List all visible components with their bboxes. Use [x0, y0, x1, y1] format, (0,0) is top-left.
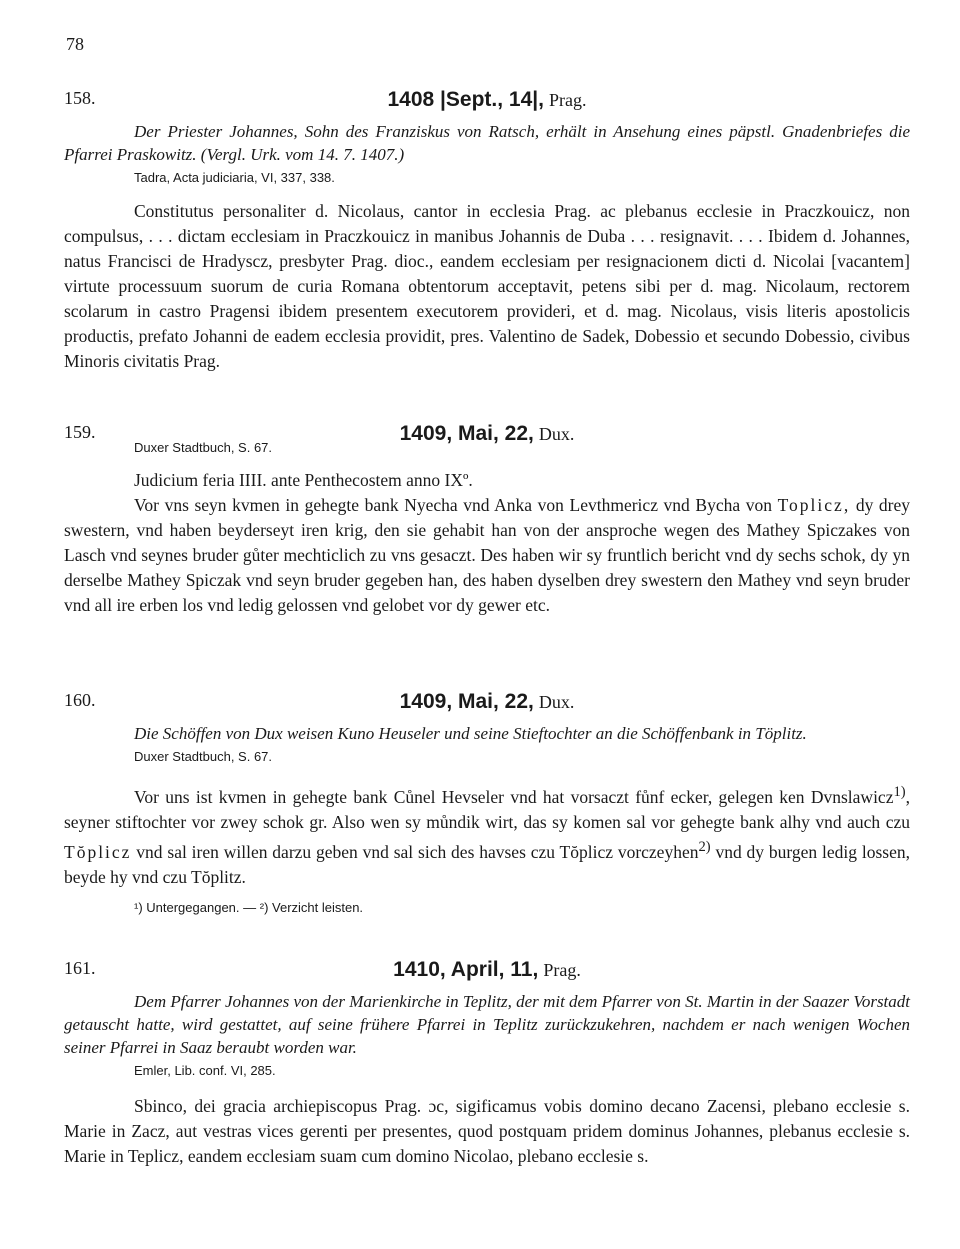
entry-heading [64, 958, 910, 982]
entry-source: Emler, Lib. conf. VI, 285. [134, 1063, 276, 1078]
entry-text: Sbinco, dei gracia archiepiscopus Prag. ɔc, sigificamus vobis domino decano Zacensi, plebano ecclesie s. Marie in Zacz, aut vestras vices gerenti per presentes, quod postquam pridem dominus Johannes, plebanus ecclesie s. Marie in Teplicz, eandem ecclesiam suam cum domino Nicolao, plebano ecclesie s. [64, 1096, 910, 1166]
text-segment: Vor vns seyn kvmen in gehegte bank Nyecha vnd Anka von Levthmericz vnd Bycha von [134, 495, 772, 515]
entry-heading [64, 690, 910, 714]
entry-source: Duxer Stadtbuch, S. 67. [134, 440, 273, 455]
entry-159 [64, 422, 910, 618]
text-segment: Vor uns ist kvmen in gehegte bank Cůnel Hevseler vnd hat vorsaczt fůnf ecker, gelegen ken Dvnslawicz [134, 786, 894, 807]
entry-place: Dux. [538, 424, 575, 444]
entry-number: 161. [64, 958, 96, 978]
entry-number: 158. [64, 88, 96, 108]
entry-number: 159. [64, 422, 96, 442]
entry-summary: Dem Pfarrer Johannes von der Marienkirche in Teplitz, der mit dem Pfarrer von St. Martin in der Saazer Vorstadt getauscht hatte, wird gestattet, auf seine frühere Pfarrei in Teplitz zurückzukehren, nachdem er nach wenigen Wochen seiner Pfarrei in Saaz beraubt worden war. [64, 992, 910, 1057]
entry-date: 1409, Mai, 22, [399, 690, 534, 713]
entry-160 [64, 690, 910, 915]
footnotes: ¹) Untergegangen. — ²) Verzicht leisten. [134, 899, 364, 915]
entry-number: 160. [64, 690, 96, 710]
entry-heading [64, 88, 910, 112]
entry-place: Prag. [549, 90, 587, 110]
text-segment: dy drey swestern, vnd haben beyderseyt iren krig, den sie gehabit han von der ansproche wegen des Mathey Spiczakes von Lasch vnd seynes bruder gůter mechticlich zu vns gesaczt. Des haben wir sy fruntlich bericht vnd dy sechs schok, dy yn derselbe Mathey Spiczak vnd seyn bruder gegeben han, des haben dyselben drey swestern den Mathey vnd seyn bruder vnd all ire erben los vnd ledig gelossen vnd gelobet vor dy gewer etc. [64, 495, 911, 615]
place-name-spaced: Toplicz, [777, 495, 851, 515]
entry-text: Constitutus personaliter d. Nicolaus, cantor in ecclesia Prag. ac plebanus ecclesie in Praczkouicz, non compulsus, . . . dictam ecclesiam in Praczkouicz in manibus Johannis de Duba . . . resignavit. . . . Ibidem d. Johannes, natus Francisci de Hradyscz, presbyter Prag. dioc., eandem ecclesiam per resignacionem dicti d. Nicolai [vacantem] virtute processuum suorum de curia Romana obtentorum acceptavit, petens sibi per d. mag. Nicolaum, rectorem scolarum in castro Pragensi ibidem presentem executorem provideri, et d. mag. Nicolaus, visis literis apostolicis productis, prefato Johanni de eadem ecclesia providit, pres. Valentino de Sadek, Dobessio et secundo Dobessio, civibus Minoris civitatis Prag. [64, 201, 910, 371]
entry-text [64, 493, 910, 618]
entry-source: Tadra, Acta judiciaria, VI, 337, 338. [134, 170, 335, 185]
entry-intro-line: Judicium feria IIII. ante Penthecostem anno IXº. [134, 470, 473, 490]
entry-place: Dux. [538, 692, 575, 712]
page-number: 78 [66, 34, 84, 54]
text-segment: vnd sal iren willen darzu geben vnd sal sich des havses czu Tŏplicz vorczeyhen [136, 841, 699, 862]
text-segment: , seyner stiftochter vor zwey schok gr. Also wen sy můndik wirt, das sy komen sal vor gehegte bank alhy vnd auch czu [64, 786, 910, 832]
place-name-spaced: Tŏplicz [64, 841, 132, 862]
entry-summary: Die Schöffen von Dux weisen Kuno Heuseler und seine Stieftochter an die Schöffenbank in Töplitz. [134, 724, 807, 743]
footnote-ref-2: 2) [698, 838, 711, 855]
entry-158 [64, 88, 910, 374]
text-segment: vnd dy burgen ledig lossen, beyde hy vnd czu Tŏplitz. [64, 841, 910, 887]
entry-source: Duxer Stadtbuch, S. 67. [134, 749, 273, 764]
entry-161 [64, 958, 910, 1169]
entry-date: 1410, April, 11, [393, 958, 539, 981]
entry-place: Prag. [543, 960, 581, 980]
entry-date: 1408 |Sept., 14|, [387, 88, 544, 111]
footnote-ref-1: 1) [893, 784, 906, 800]
entry-text [64, 780, 910, 890]
entry-date: 1409, Mai, 22, [399, 422, 534, 445]
entry-summary: Der Priester Johannes, Sohn des Franziskus von Ratsch, erhält in Ansehung eines päpstl. Gnadenbriefes die Pfarrei Praskowitz. (Vergl. Urk. vom 14. 7. 1407.) [64, 122, 910, 164]
